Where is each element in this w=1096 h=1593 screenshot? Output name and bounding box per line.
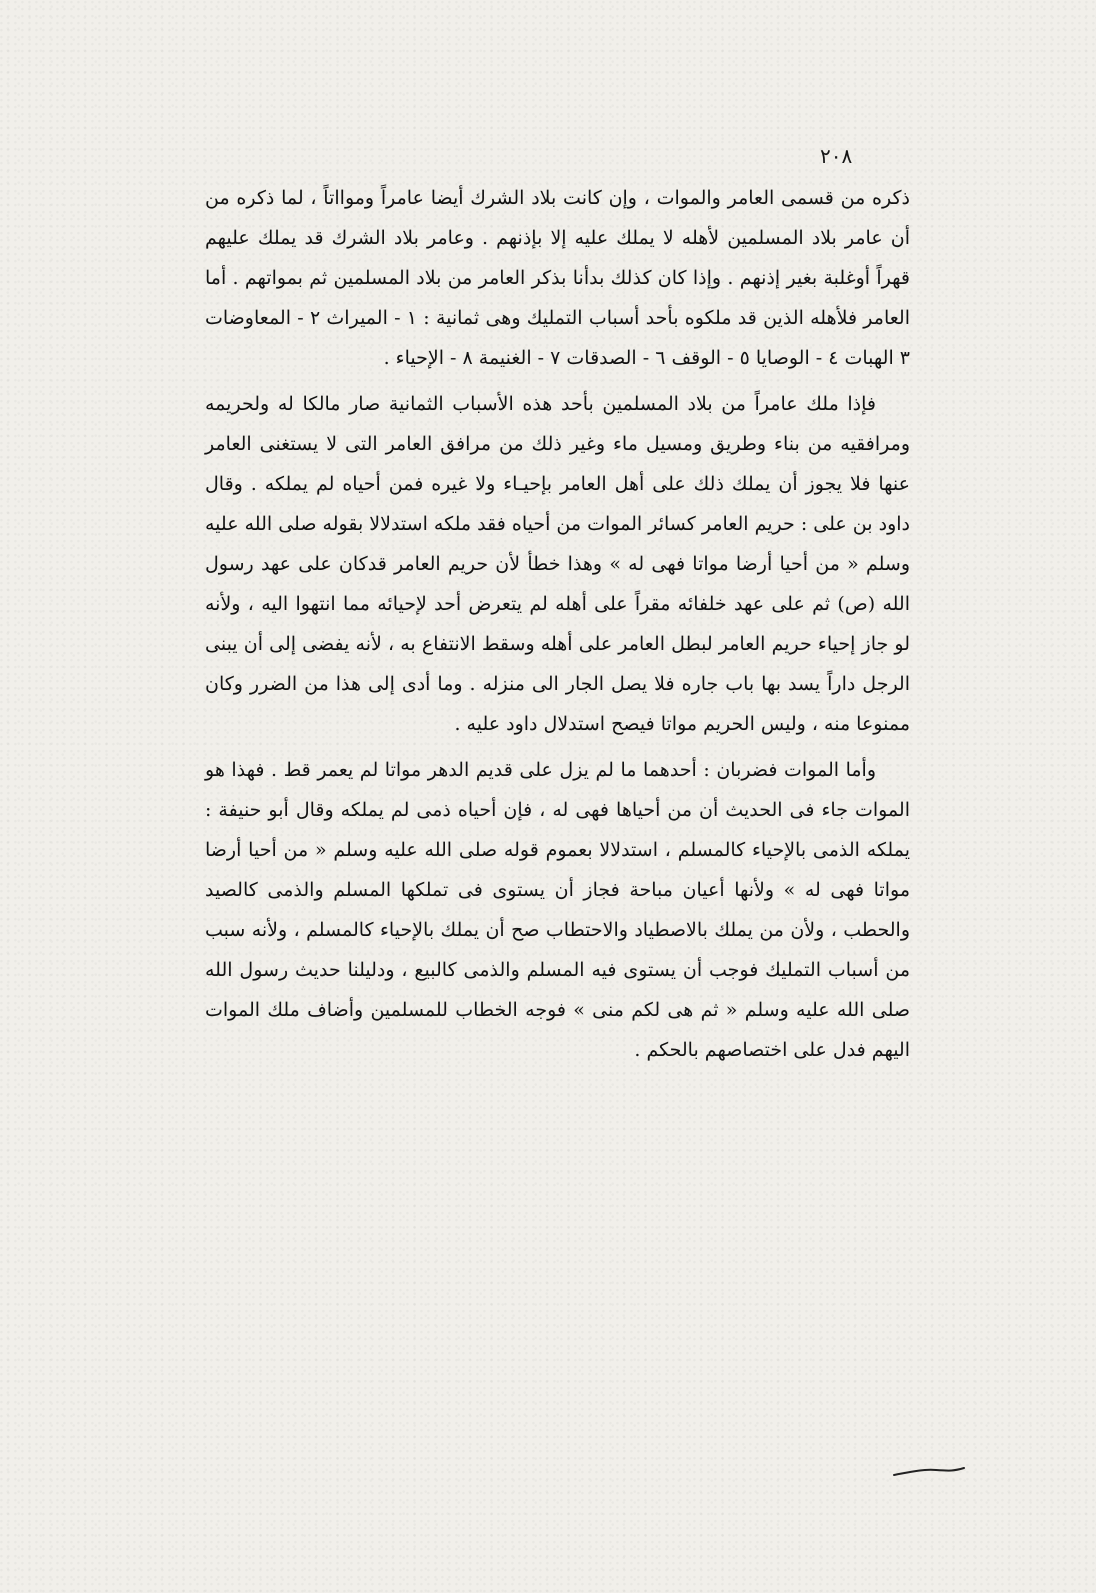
paragraph-2: فإذا ملك عامراً من بلاد المسلمين بأحد هذه الأسباب الثمانية صار مالكا له ولحريمه ومرافقيه من بناء وطريق ومسيل ماء وغير ذلك من مرافق العامر التى لا يستغنى العامر عنها فلا يجوز أن يملك ذلك على أهل العامر بإحيـاء ولا غيره فمن أحياه لم يملكه . وقال داود بن على : حريم العامر كسائر الموات من أحياه فقد ملكه استدلالا بقوله صلى الله عليه وسلم « من أحيا أرضا مواتا فهى له » وهذا خطأ لأن حريم العامر قدكان على عهد رسول الله (ص) ثم على عهد خلفائه مقراً على أهله لم يتعرض أحد لإحيائه مما انتهوا اليه ، ولأنه لو جاز إحياء حريم العامر لبطل العامر على أهله وسقط الانتفاع به ، لأنه يفضى إلى أن يبنى الرجل داراً يسد بها باب جاره فلا يصل الجار الى منزله . وما أدى إلى هذا من الضرر وكان ممنوعا منه ، وليس الحريم مواتا فيصح استدلال داود عليه . xyxy=(205,393,911,735)
paragraph-1: ذكره من قسمى العامر والموات ، وإن كانت بلاد الشرك أيضا عامراً وموااتاً ، لما ذكره من أن عامر بلاد المسلمين لأهله لا يملك عليه إلا بإذنهم . وعامر بلاد الشرك قد يملك عليهم قهراً أوغلبة بغير إذنهم . وإذا كان كذلك بدأنا بذكر العامر من بلاد المسلمين ثم بمواتهم . أما العامر فلأهله الذين قد ملكوه بأحد أسباب التمليك وهى ثمانية : ١ - الميراث ٢ - المعاوضات ٣ الهبات ٤ - الوصايا ٥ - الوقف ٦ - الصدقات ٧ - الغنيمة ٨ - الإحياء . xyxy=(205,187,910,369)
paragraph-3: وأما الموات فضربان : أحدهما ما لم يزل على قديم الدهر مواتا لم يعمر قط . فهذا هو الموات جاء فى الحديث أن من أحياها فهى له ، فإن أحياه ذمى لم يملكه وقال أبو حنيفة : يملكه الذمى بالإحياء كالمسلم ، استدلالا بعموم قوله صلى الله عليه وسلم « من أحيا أرضا مواتا فهى له » ولأنها أعيان مباحة فجاز أن يستوى فى تملكها المسلم والذمى كالصيد والحطب ، ولأن من يملك بالاصطياد والاحتطاب صح أن يملك بالإحياء كالمسلم ، ولأنه سبب من أسباب التمليك فوجب أن يستوى فيه المسلم والذمى كالبيع ، ودليلنا حديث رسول الله صلى الله عليه وسلم « ثم هى لكم منى » فوجه الخطاب للمسلمين وأضاف ملك الموات اليهم فدل على اختصاصهم بالحكم . xyxy=(205,759,910,1061)
page-number: ٢٠٨ xyxy=(820,144,853,168)
ink-stroke-mark xyxy=(892,1466,966,1478)
body-text xyxy=(205,178,910,1070)
